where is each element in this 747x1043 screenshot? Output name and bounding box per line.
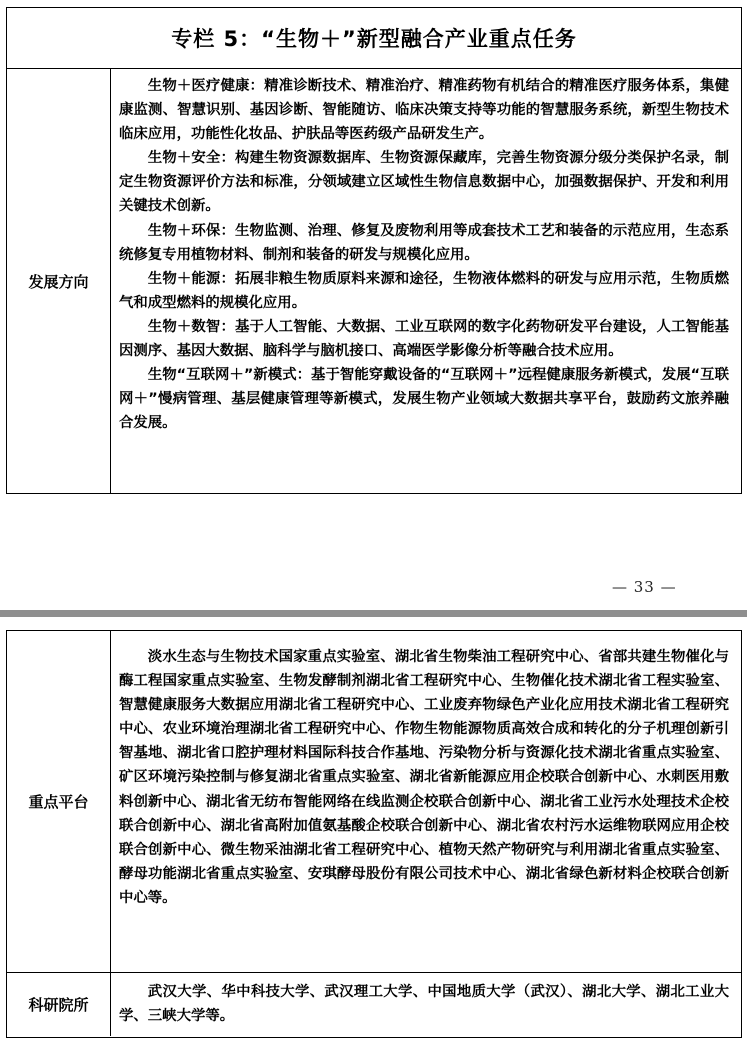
item-digital xyxy=(119,315,729,363)
platform-row xyxy=(7,631,741,972)
page-number: — 33 — xyxy=(612,578,677,596)
institutes-content xyxy=(111,973,741,1036)
item-text: 生物监测、治理、修复及废物利用等成套技术工艺和装备的示范应用，生态系统修复专用植物材料、制剂和装备的研发与规模化应用。 xyxy=(119,222,729,263)
lower-table xyxy=(6,630,742,1038)
item-internet xyxy=(119,363,729,435)
platform-text: 淡水生态与生物技术国家重点实验室、湖北省生物柴油工程研究中心、省部共建生物催化与酶工程国家重点实验室、生物发酵制剂湖北省工程研究中心、生物催化技术湖北省工程实验室、智慧健康服务大数据应用湖北省工程研究中心、工业废弃物绿色产业化应用技术湖北省工程研究中心、农业环境治理湖北省工程研究中心、作物生物能源物质高效合成和转化的分子机理创新引智基地、湖北省口腔护理材料国际科技合作基地、污染物分析与资源化技术湖北省重点实验室、矿区环境污染控制与修复湖北省重点实验室、湖北省新能源应用企校联合创新中心、水刺医用敷料创新中心、湖北省无纺布智能网络在线监测企校联合创新中心、湖北省工业污水处理技术企校联合创新中心、湖北省高附加值氨基酸企校联合创新中心、湖北省农村污水运维物联网应用企校联合创新中心、微生物采油湖北省工程研究中心、植物天然产物研究与利用湖北省重点实验室、酵母功能湖北省重点实验室、安琪酵母股份有限公司技术中心、湖北省绿色新材料企校联合创新中心等。 xyxy=(119,649,729,906)
item-text: 拓展非粮生物质原料来源和途径，生物液体燃料的研发与应用示范，生物质燃气和成型燃料的规模化应用。 xyxy=(119,270,729,311)
institutes-row xyxy=(7,972,741,1036)
item-title: 生物＋能源： xyxy=(147,270,235,287)
institutes-text: 武汉大学、华中科技大学、武汉理工大学、中国地质大学（武汉）、湖北大学、湖北工业大学、三峡大学等。 xyxy=(119,984,729,1025)
item-title: 生物＋安全： xyxy=(147,150,235,167)
item-text: 基于智能穿戴设备的“互联网＋”远程健康服务新模式，发展“互联网＋”慢病管理、基层健康管理等新模式，发展生物产业领域大数据共享平台，鼓励药文旅养融合发展。 xyxy=(119,367,729,432)
development-content xyxy=(111,69,741,493)
box-title: 专栏 5：“生物＋”新型融合产业重点任务 xyxy=(7,8,741,69)
development-label: 发展方向 xyxy=(7,69,111,493)
item-text: 精准诊断技术、精准治疗、精准药物有机结合的精准医疗服务体系，集健康监测、智慧识别、基因诊断、智能随访、临床决策支持等功能的智慧服务系统，新型生物技术临床应用，功能性化妆品、护肤品等医药级产品研发生产。 xyxy=(119,78,729,143)
item-title: 生物＋医疗健康： xyxy=(147,78,265,94)
item-title: 生物＋数智： xyxy=(147,318,235,335)
item-medical xyxy=(119,74,729,146)
item-text: 基于人工智能、大数据、工业互联网的数字化药物研发平台建设，人工智能基因测序、基因大数据、脑科学与脑机接口、高端医学影像分析等融合技术应用。 xyxy=(119,318,729,360)
item-title: 生物“互联网＋”新模式： xyxy=(147,367,312,384)
development-row xyxy=(7,69,741,493)
page-separator xyxy=(0,610,747,617)
item-title: 生物＋环保： xyxy=(147,222,235,239)
platform-label: 重点平台 xyxy=(7,631,111,972)
item-energy xyxy=(119,267,729,315)
platform-content xyxy=(111,631,741,972)
item-text: 构建生物资源数据库、生物资源保藏库，完善生物资源分级分类保护名录，制定生物资源评价方法和标准，分领域建立区域性生物信息数据中心，加强数据保护、开发和利用关键技术创新。 xyxy=(119,150,729,215)
item-environment xyxy=(119,219,729,267)
upper-table xyxy=(6,7,742,494)
institutes-label: 科研院所 xyxy=(7,973,111,1036)
item-security xyxy=(119,146,729,218)
